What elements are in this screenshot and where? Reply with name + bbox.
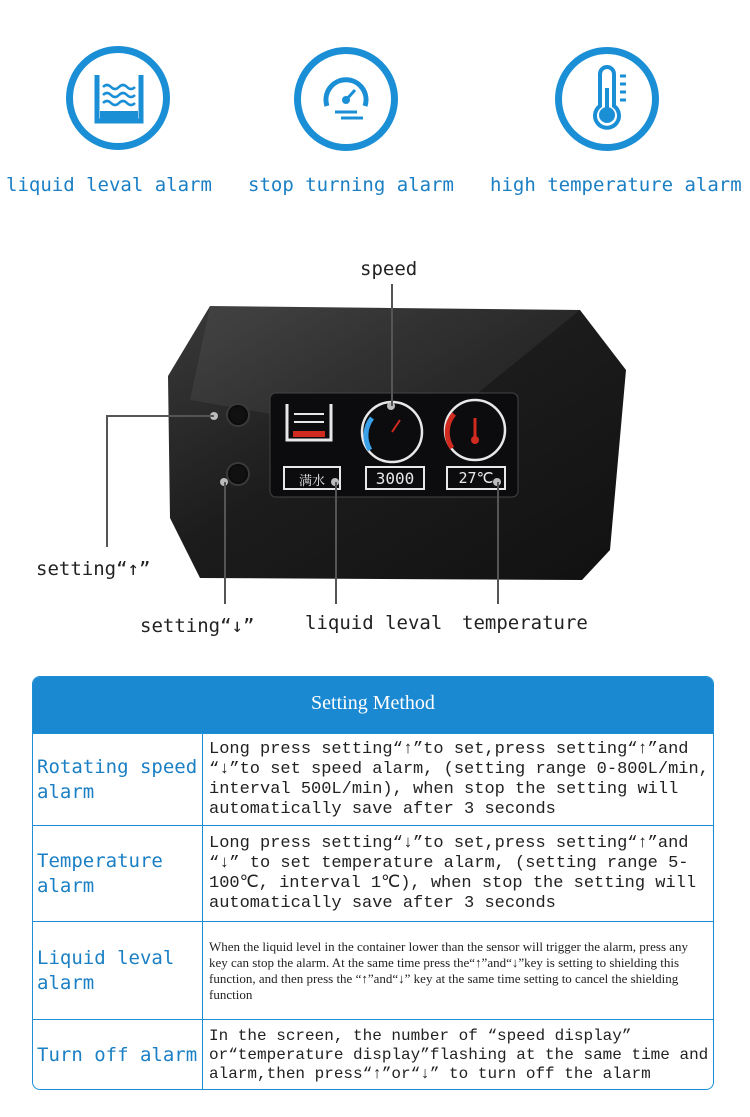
high-temperature-alarm-label: high temperature alarm xyxy=(490,174,742,196)
speed-callout: speed xyxy=(360,258,418,280)
stop-turning-alarm-label: stop turning alarm xyxy=(248,174,454,196)
liquid-tank-icon xyxy=(73,53,163,143)
table-row xyxy=(33,1019,713,1090)
liquid-status-readout: 满水 xyxy=(298,474,325,489)
temperature-callout: temperature xyxy=(462,612,588,634)
setting-up-button[interactable] xyxy=(226,403,250,427)
stop-turning-alarm-circle xyxy=(294,47,398,151)
high-temperature-alarm-circle xyxy=(555,47,659,151)
setting-down-callout: setting“↓” xyxy=(140,615,255,637)
setting-down-button[interactable] xyxy=(226,462,250,486)
table-row xyxy=(33,825,713,921)
thermometer-icon xyxy=(562,54,652,144)
row-description: Long press setting“↓”to set,press setting“↑”and “↓” to set temperature alarm, (setting range 5-100℃, interval 1℃), when stop the setting will automatically save after 3 seconds xyxy=(209,833,697,913)
liquid-level-alarm-label: liquid leval alarm xyxy=(6,174,212,196)
row-title: Turn off alarm xyxy=(33,1020,203,1090)
row-description: In the screen, the number of “speed display” or“temperature display”flashing at the same time and alarm,then press“↑”or“↓” to turn off the alarm xyxy=(209,1027,709,1083)
table-row xyxy=(33,921,713,1019)
controller-device xyxy=(0,280,750,700)
row-title: Rotating speed alarm xyxy=(33,734,203,825)
liquid-level-alarm-circle xyxy=(66,46,170,150)
setting-down-leader xyxy=(224,482,226,604)
speed-gauge-icon xyxy=(301,54,391,144)
speed-leader xyxy=(391,284,393,406)
liquid-callout: liquid leval xyxy=(305,612,443,634)
speed-value-readout: 3000 xyxy=(375,469,415,488)
table-title: Setting Method xyxy=(33,677,713,733)
row-title: Temperature alarm xyxy=(33,826,203,921)
temperature-leader xyxy=(497,482,499,604)
setting-method-table xyxy=(32,676,714,1090)
setting-up-leader-vertical xyxy=(106,415,108,547)
row-title: Liquid leval alarm xyxy=(33,922,203,1019)
row-description: When the liquid level in the container lower than the sensor will trigger the alarm, press any key can stop the alarm. At the same time press the“↑”and“↓”key is setting to shielding this function, and then press the “↑”and“↓” key at the same time setting to cancel the shielding function xyxy=(209,938,689,1002)
temperature-value-readout: 27℃ xyxy=(458,469,494,487)
row-description: Long press setting“↑”to set,press setting“↑”and “↓”to set speed alarm, (setting range 0-800L/min, interval 500L/min), when stop the setting will automatically save after 3 seconds xyxy=(209,739,709,819)
liquid-leader xyxy=(335,482,337,604)
setting-up-callout: setting“↑” xyxy=(36,558,151,580)
setting-up-leader xyxy=(106,415,214,417)
table-row xyxy=(33,733,713,825)
